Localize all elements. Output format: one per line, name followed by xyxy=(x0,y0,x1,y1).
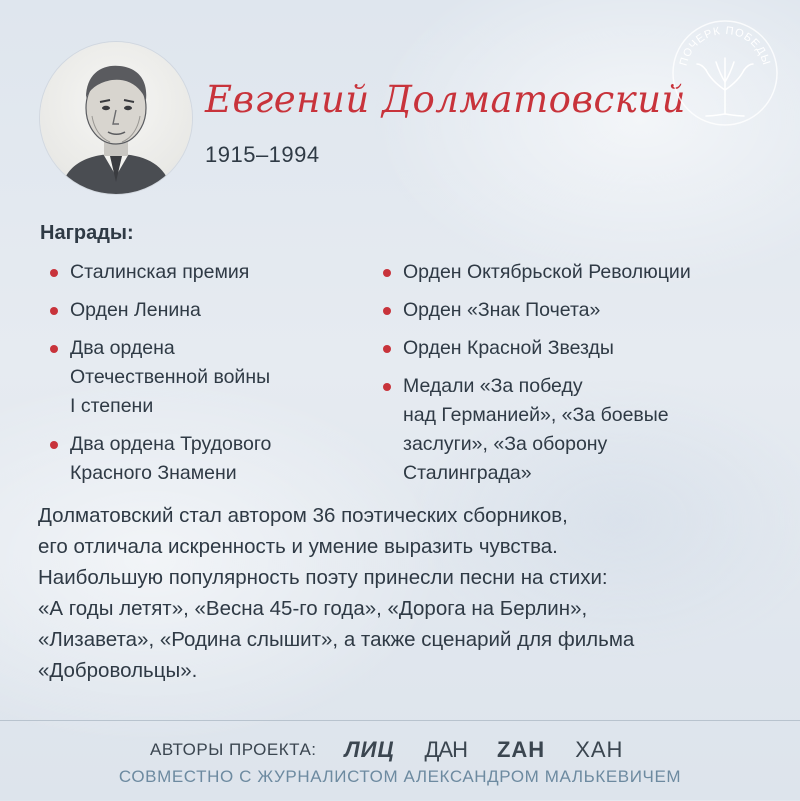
award-line: Орден Красной Звезды xyxy=(403,337,614,359)
authors-row xyxy=(150,735,653,765)
biography-line: Долматовский стал автором 36 поэтических сборников, xyxy=(38,504,568,527)
award-line: Орден Октябрьской Революции xyxy=(403,261,691,283)
award-line: Медали «За победу xyxy=(403,375,583,397)
person-years: 1915–1994 xyxy=(205,142,320,167)
awards-list-right xyxy=(383,258,773,497)
award-line: Отечественной войны xyxy=(70,366,271,388)
award-line: над Германией», «За боевые xyxy=(403,404,669,426)
tree-icon xyxy=(670,18,780,128)
award-line: Сталинграда» xyxy=(403,462,532,484)
partner-logo-lic: ЛИЦ xyxy=(344,737,395,762)
award-line: Орден Ленина xyxy=(70,299,201,321)
person-name: Евгений Долматовский xyxy=(205,78,686,121)
bullet-icon xyxy=(383,307,391,315)
award-item xyxy=(50,334,350,421)
award-line: заслуги», «За оборону xyxy=(403,433,608,455)
bullet-icon xyxy=(50,441,58,449)
portrait-illustration xyxy=(40,42,192,194)
award-line: I степени xyxy=(70,395,154,417)
award-line: Красного Знамени xyxy=(70,462,237,484)
award-line: Сталинская премия xyxy=(70,261,250,283)
svg-text:ПОЧЕРК ПОБЕДЫ: ПОЧЕРК ПОБЕДЫ xyxy=(677,24,773,68)
biography-text xyxy=(38,500,768,686)
partner-logo-zan: ZАН xyxy=(496,737,546,762)
bullet-icon xyxy=(383,345,391,353)
award-item xyxy=(383,296,773,325)
award-line: Два ордена xyxy=(70,337,175,359)
partner-logo-han: ХАН xyxy=(575,737,624,762)
award-line: Два ордена Трудового xyxy=(70,433,272,455)
award-item xyxy=(50,296,350,325)
footer xyxy=(0,720,800,801)
bullet-icon xyxy=(50,269,58,277)
award-line: Орден «Знак Почета» xyxy=(403,299,601,321)
project-logo xyxy=(670,18,780,128)
award-item xyxy=(50,258,350,287)
award-item xyxy=(383,258,773,287)
bullet-icon xyxy=(50,345,58,353)
author-portrait xyxy=(40,42,192,194)
partner-logo-dan: ДАН xyxy=(424,737,467,762)
biography-line: Наибольшую популярность поэту принесли песни на стихи: xyxy=(38,566,608,589)
biography-line: «Добровольцы». xyxy=(38,659,198,682)
bullet-icon xyxy=(50,307,58,315)
coauthor-credit: СОВМЕСТНО С ЖУРНАЛИСТОМ АЛЕКСАНДРОМ МАЛЬКЕВИЧЕМ xyxy=(118,767,682,786)
biography-line: «А годы летят», «Весна 45-го года», «Дорога на Берлин», xyxy=(38,597,588,620)
award-item xyxy=(50,430,350,488)
award-item xyxy=(383,372,773,488)
award-item xyxy=(383,334,773,363)
awards-heading: Награды: xyxy=(40,222,134,244)
awards-list-left xyxy=(50,258,350,497)
biography-line: «Лизавета», «Родина слышит», а также сценарий для фильма xyxy=(38,628,635,651)
bullet-icon xyxy=(383,269,391,277)
biography-line: его отличала искренность и умение выразить чувства. xyxy=(38,535,558,558)
bullet-icon xyxy=(383,383,391,391)
authors-label: АВТОРЫ ПРОЕКТА: xyxy=(150,740,317,759)
